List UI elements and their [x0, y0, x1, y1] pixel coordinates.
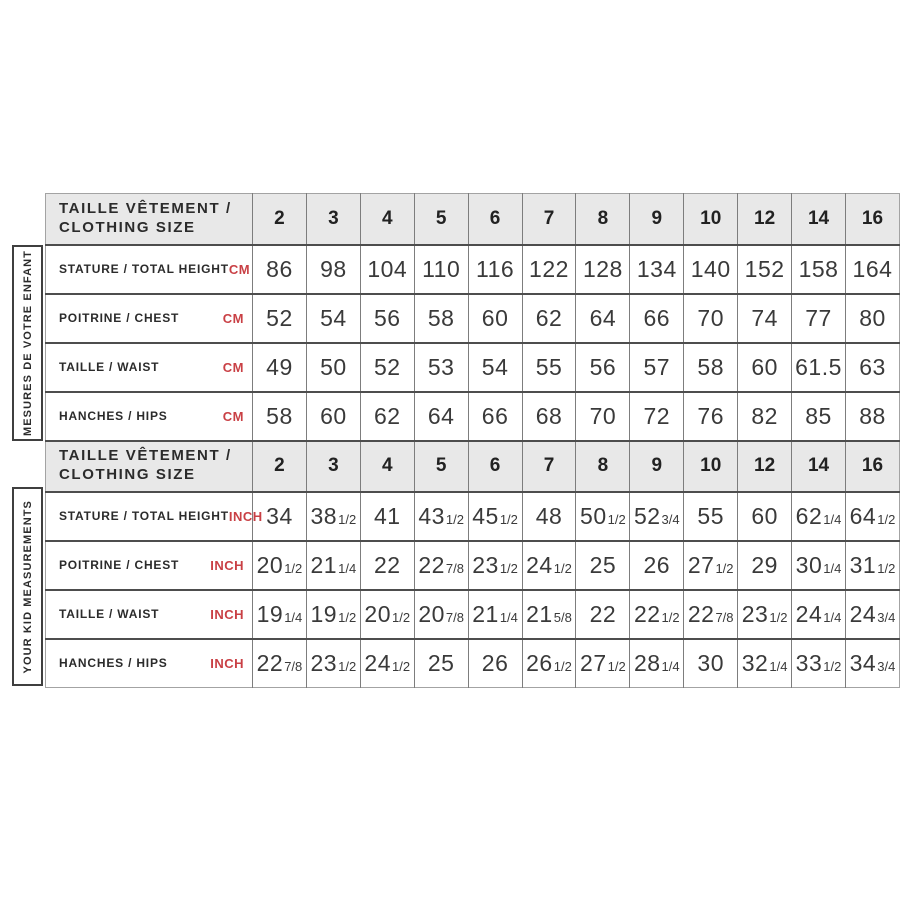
- fraction: 1/2: [392, 609, 411, 625]
- fraction: 3/4: [661, 511, 680, 527]
- fraction: 5/8: [553, 609, 572, 625]
- size-column-header-5: 5: [414, 194, 468, 245]
- fraction: 1/2: [499, 511, 518, 527]
- measurement-row: [46, 639, 900, 688]
- measurement-label-cell: [46, 541, 253, 590]
- measurement-label-inner: [46, 656, 252, 671]
- value-cell: 61.5: [792, 343, 846, 392]
- fraction: 1/4: [823, 560, 842, 576]
- value-cell: 80: [845, 294, 899, 343]
- value-cell: 70: [684, 294, 738, 343]
- value-cell: 211/4: [468, 590, 522, 639]
- inch-section-side-label: YOUR KID MEASUREMENTS: [21, 499, 34, 674]
- measurement-row: [46, 392, 900, 441]
- size-header-row: [46, 441, 900, 492]
- value-cell: 231/2: [738, 590, 792, 639]
- value-cell: 62: [360, 392, 414, 441]
- measurement-label-cell: [46, 245, 253, 294]
- measurement-label: HANCHES / HIPS: [59, 409, 168, 423]
- clothing-size-header-cell: [46, 441, 253, 492]
- fraction: 1/4: [661, 658, 680, 674]
- value-cell: 641/2: [845, 492, 899, 541]
- size-column-header-3: 3: [306, 194, 360, 245]
- fraction: 1/4: [823, 609, 842, 625]
- size-column-header-4: 4: [360, 194, 414, 245]
- size-column-header-9: 9: [630, 441, 684, 492]
- measurement-label-cell: [46, 392, 253, 441]
- value-cell: 215/8: [522, 590, 576, 639]
- value-cell: 29: [738, 541, 792, 590]
- size-column-header-8: 8: [576, 194, 630, 245]
- measurement-label: STATURE / TOTAL HEIGHT: [59, 509, 229, 523]
- unit-label: CM: [222, 408, 244, 424]
- value-cell: 311/2: [845, 541, 899, 590]
- fraction: 7/8: [715, 609, 734, 625]
- value-cell: 48: [522, 492, 576, 541]
- fraction: 1/4: [769, 658, 788, 674]
- measurement-label-inner: [46, 409, 252, 424]
- measurement-row: [46, 245, 900, 294]
- fraction: 1/2: [284, 560, 303, 576]
- value-cell: 57: [630, 343, 684, 392]
- value-cell: 243/4: [845, 590, 899, 639]
- value-cell: 451/2: [468, 492, 522, 541]
- measurement-row: [46, 294, 900, 343]
- value-cell: 110: [414, 245, 468, 294]
- fraction: 1/2: [553, 658, 572, 674]
- value-cell: 25: [576, 541, 630, 590]
- value-cell: 56: [360, 294, 414, 343]
- value-cell: 25: [414, 639, 468, 688]
- size-column-header-8: 8: [576, 441, 630, 492]
- value-cell: 49: [253, 343, 307, 392]
- value-cell: 58: [414, 294, 468, 343]
- value-cell: 140: [684, 245, 738, 294]
- value-cell: 60: [738, 343, 792, 392]
- size-column-header-4: 4: [360, 441, 414, 492]
- fraction: 1/2: [877, 511, 896, 527]
- measurement-label-cell: [46, 492, 263, 541]
- value-cell: 523/4: [630, 492, 684, 541]
- value-cell: 227/8: [684, 590, 738, 639]
- measurement-label-inner: [46, 360, 252, 375]
- value-cell: 116: [468, 245, 522, 294]
- value-cell: 64: [576, 294, 630, 343]
- fraction: 7/8: [284, 658, 303, 674]
- value-cell: 321/4: [738, 639, 792, 688]
- value-cell: 134: [630, 245, 684, 294]
- value-cell: 621/4: [792, 492, 846, 541]
- value-cell: 85: [792, 392, 846, 441]
- value-cell: 77: [792, 294, 846, 343]
- unit-label: INCH: [210, 655, 244, 671]
- value-cell: 22: [576, 590, 630, 639]
- value-cell: 501/2: [576, 492, 630, 541]
- size-column-header-7: 7: [522, 441, 576, 492]
- size-column-header-14: 14: [792, 194, 846, 245]
- value-cell: 30: [684, 639, 738, 688]
- measurement-label-inner: [46, 262, 252, 277]
- value-cell: 241/2: [522, 541, 576, 590]
- value-cell: 60: [306, 392, 360, 441]
- size-column-header-3: 3: [306, 441, 360, 492]
- fraction: 1/4: [338, 560, 357, 576]
- size-column-header-10: 10: [684, 441, 738, 492]
- fraction: 1/2: [607, 658, 626, 674]
- value-cell: 241/4: [792, 590, 846, 639]
- value-cell: 53: [414, 343, 468, 392]
- value-cell: 66: [468, 392, 522, 441]
- fraction: 1/2: [553, 560, 572, 576]
- size-column-header-16: 16: [845, 441, 899, 492]
- value-cell: 56: [576, 343, 630, 392]
- measurement-label-cell: [46, 343, 253, 392]
- value-cell: 76: [684, 392, 738, 441]
- cm-section-side-label-box: [12, 245, 43, 441]
- measurement-label: POITRINE / CHEST: [59, 311, 180, 325]
- measurement-label-cell: [46, 639, 253, 688]
- size-column-header-14: 14: [792, 441, 846, 492]
- unit-label: INCH: [210, 557, 244, 573]
- size-column-header-6: 6: [468, 194, 522, 245]
- value-cell: 381/2: [306, 492, 360, 541]
- clothing-size-header-label: [46, 443, 252, 489]
- fraction: 7/8: [445, 560, 464, 576]
- fraction: 1/4: [284, 609, 303, 625]
- value-cell: 26: [630, 541, 684, 590]
- value-cell: 211/4: [306, 541, 360, 590]
- value-cell: 104: [360, 245, 414, 294]
- measurement-label: TAILLE / WAIST: [59, 360, 160, 374]
- measurement-row: [46, 343, 900, 392]
- clothing-size-header-label: [46, 196, 252, 242]
- value-cell: 34: [253, 492, 307, 541]
- measurement-label: POITRINE / CHEST: [59, 558, 180, 572]
- value-cell: 221/2: [630, 590, 684, 639]
- value-cell: 74: [738, 294, 792, 343]
- value-cell: 158: [792, 245, 846, 294]
- size-column-header-2: 2: [253, 194, 307, 245]
- measurement-row: [46, 590, 900, 639]
- size-column-header-7: 7: [522, 194, 576, 245]
- size-column-header-6: 6: [468, 441, 522, 492]
- clothing-size-header-line1: TAILLE VÊTEMENT /: [59, 447, 232, 465]
- value-cell: 128: [576, 245, 630, 294]
- value-cell: 281/4: [630, 639, 684, 688]
- value-cell: 227/8: [414, 541, 468, 590]
- fraction: 1/2: [715, 560, 734, 576]
- value-cell: 261/2: [522, 639, 576, 688]
- value-cell: 70: [576, 392, 630, 441]
- value-cell: 72: [630, 392, 684, 441]
- unit-label: CM: [228, 261, 251, 277]
- value-cell: 58: [684, 343, 738, 392]
- value-cell: 241/2: [360, 639, 414, 688]
- size-column-header-16: 16: [845, 194, 899, 245]
- fraction: 3/4: [877, 658, 896, 674]
- fraction: 1/2: [823, 658, 842, 674]
- value-cell: 22: [360, 541, 414, 590]
- clothing-size-header-line2: CLOTHING SIZE: [59, 466, 196, 483]
- fraction: 1/4: [499, 609, 518, 625]
- clothing-size-header-line2: CLOTHING SIZE: [59, 218, 196, 236]
- measurement-label-inner: [46, 508, 263, 524]
- value-cell: 54: [468, 343, 522, 392]
- measurement-row: [46, 541, 900, 590]
- value-cell: 66: [630, 294, 684, 343]
- value-cell: 98: [306, 245, 360, 294]
- size-header-row: [46, 194, 900, 245]
- value-cell: 152: [738, 245, 792, 294]
- value-cell: 201/2: [360, 590, 414, 639]
- size-column-header-9: 9: [630, 194, 684, 245]
- value-cell: 86: [253, 245, 307, 294]
- value-cell: 331/2: [792, 639, 846, 688]
- value-cell: 343/4: [845, 639, 899, 688]
- fraction: 7/8: [445, 609, 464, 625]
- size-column-header-2: 2: [253, 441, 307, 492]
- value-cell: 431/2: [414, 492, 468, 541]
- fraction: 1/2: [338, 609, 357, 625]
- measurement-label-cell: [46, 590, 253, 639]
- value-cell: 52: [360, 343, 414, 392]
- unit-label: INCH: [228, 508, 263, 524]
- unit-label: CM: [222, 310, 244, 326]
- measurement-label: HANCHES / HIPS: [59, 656, 168, 671]
- value-cell: 122: [522, 245, 576, 294]
- fraction: 1/2: [607, 511, 626, 527]
- clothing-size-header-line1: TAILLE VÊTEMENT /: [59, 200, 232, 217]
- value-cell: 55: [684, 492, 738, 541]
- fraction: 1/2: [338, 511, 357, 527]
- fraction: 1/2: [769, 609, 788, 625]
- value-cell: 301/4: [792, 541, 846, 590]
- value-cell: 41: [360, 492, 414, 541]
- value-cell: 62: [522, 294, 576, 343]
- size-column-header-12: 12: [738, 441, 792, 492]
- unit-label: INCH: [210, 606, 244, 622]
- value-cell: 164: [845, 245, 899, 294]
- measurement-label: STATURE / TOTAL HEIGHT: [59, 262, 229, 276]
- value-cell: 201/2: [253, 541, 307, 590]
- value-cell: 82: [738, 392, 792, 441]
- value-cell: 58: [253, 392, 307, 441]
- fraction: 1/2: [392, 658, 411, 674]
- measurement-label-inner: [46, 558, 252, 573]
- fraction: 1/2: [499, 560, 518, 576]
- measurement-label-inner: [46, 607, 252, 622]
- value-cell: 60: [468, 294, 522, 343]
- size-column-header-10: 10: [684, 194, 738, 245]
- value-cell: 88: [845, 392, 899, 441]
- value-cell: 227/8: [253, 639, 307, 688]
- value-cell: 60: [738, 492, 792, 541]
- measurement-label-inner: [46, 311, 252, 326]
- value-cell: 207/8: [414, 590, 468, 639]
- fraction: 1/2: [661, 609, 680, 625]
- value-cell: 63: [845, 343, 899, 392]
- fraction: 3/4: [877, 609, 896, 625]
- value-cell: 271/2: [576, 639, 630, 688]
- measurement-label: TAILLE / WAIST: [59, 607, 160, 621]
- fraction: 1/2: [877, 560, 896, 576]
- value-cell: 191/2: [306, 590, 360, 639]
- size-table: [45, 193, 900, 688]
- value-cell: 52: [253, 294, 307, 343]
- cm-section-side-label: MESURES DE VOTRE ENFANT: [21, 249, 34, 437]
- value-cell: 68: [522, 392, 576, 441]
- inch-section-side-label-box: [12, 487, 43, 686]
- value-cell: 231/2: [306, 639, 360, 688]
- fraction: 1/4: [823, 511, 842, 527]
- measurement-label-cell: [46, 294, 253, 343]
- clothing-size-header-cell: [46, 194, 253, 245]
- value-cell: 191/4: [253, 590, 307, 639]
- unit-label: CM: [222, 359, 244, 375]
- size-column-header-12: 12: [738, 194, 792, 245]
- measurement-row: [46, 492, 900, 541]
- size-column-header-5: 5: [414, 441, 468, 492]
- value-cell: 54: [306, 294, 360, 343]
- value-cell: 271/2: [684, 541, 738, 590]
- fraction: 1/2: [445, 511, 464, 527]
- value-cell: 55: [522, 343, 576, 392]
- value-cell: 26: [468, 639, 522, 688]
- value-cell: 64: [414, 392, 468, 441]
- value-cell: 231/2: [468, 541, 522, 590]
- value-cell: 50: [306, 343, 360, 392]
- fraction: 1/2: [338, 658, 357, 674]
